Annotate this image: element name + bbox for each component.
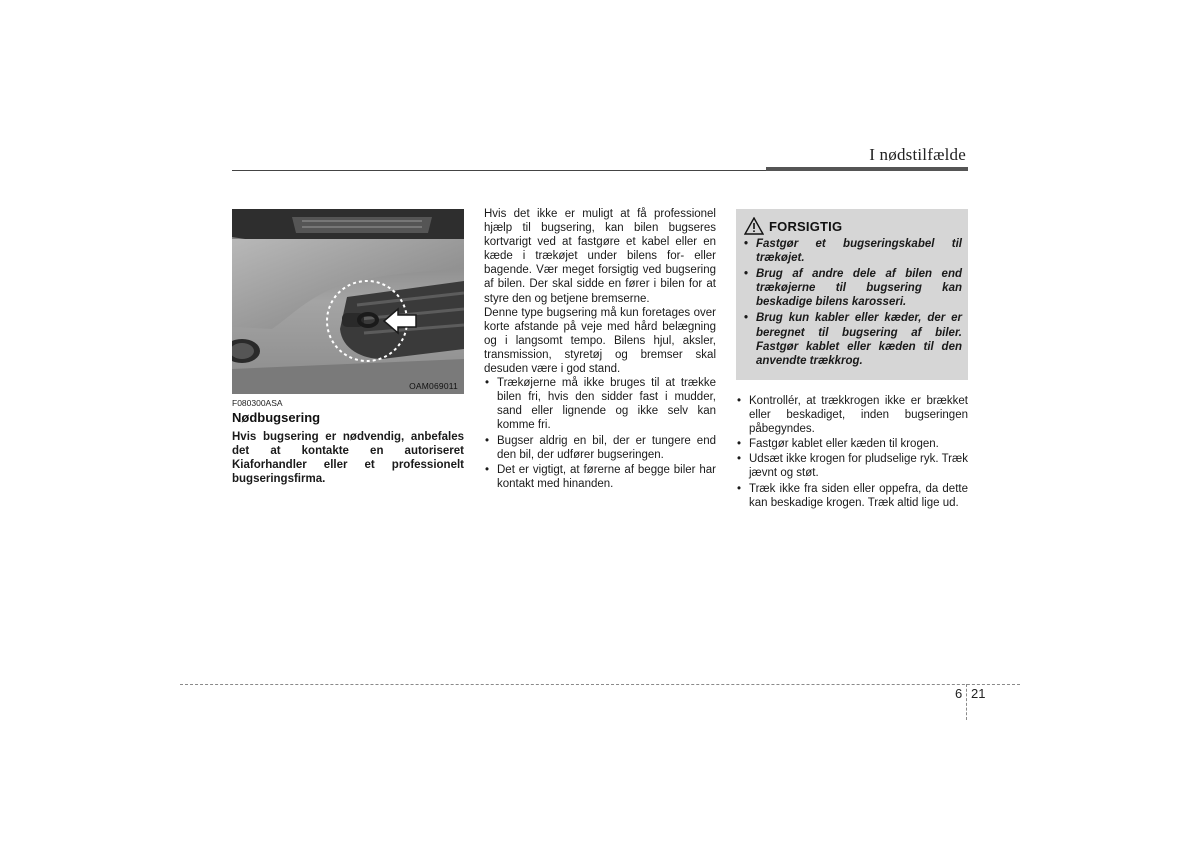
intro-paragraph: Hvis bugsering er nødvendig, anbefales det at kontakte en autoriseret Kiaforhandler eller et professionelt bugseringsfirma.: [232, 431, 464, 486]
list-item: • Trækøjerne må ikke bruges til at trække bilen fri, hvis den sidder fast i mudder, sand eller lignende og ikke selv kan komme fri.: [484, 376, 716, 432]
footer-divider: [966, 684, 967, 720]
paragraph: Hvis det ikke er muligt at få professionel hjælp til bugsering, kan bilen bugseres kortvarigt ved at fastgøre et kabel eller en kæde i trækøjet under bilens for- eller bagende. Vær meget forsigtig ved bugsering af bilen. Der skal sidde en fører i bilen for at styre den og betjene bremserne.: [484, 208, 716, 305]
caution-header: [744, 217, 842, 235]
page-number: 21: [971, 686, 986, 701]
footer-rule: [180, 684, 1020, 685]
header-rule-accent: [766, 167, 968, 171]
list-item: • Bugser aldrig en bil, der er tungere end den bil, der udfører bugseringen.: [484, 434, 716, 462]
bumper-illustration: [232, 209, 464, 394]
bullet-list: [736, 394, 968, 510]
caution-item: • Brug kun kabler eller kæder, der er beregnet til bugsering af biler. Fastgør kablet eller kæden til den anvendte trækkrog.: [742, 311, 962, 367]
warning-triangle-icon: [744, 217, 764, 235]
bullet-list: [484, 376, 716, 491]
column-3: [736, 394, 968, 511]
paragraph: Denne type bugsering må kun foretages over korte afstande på veje med hård belægning og i langsomt tempo. Bilens hjul, aksler, transmission, styretøj og bremser skal desuden være i god stand.: [484, 306, 716, 376]
caution-list: [742, 237, 962, 370]
reference-code: F080300ASA: [232, 398, 283, 408]
list-item: • Fastgør kablet eller kæden til krogen.: [736, 437, 968, 451]
list-item: • Det er vigtigt, at førerne af begge biler har kontakt med hinanden.: [484, 463, 716, 491]
figure-code: OAM069011: [409, 381, 458, 391]
caution-item: • Brug af andre dele af bilen end trækøjerne til bugsering kan beskadige bilens karosseri.: [742, 267, 962, 309]
list-item: • Udsæt ikke krogen for pludselige ryk. Træk jævnt og støt.: [736, 452, 968, 480]
caution-title: FORSIGTIG: [769, 218, 843, 234]
column-2: [484, 207, 716, 492]
caution-box: [736, 209, 968, 380]
chapter-number: 6: [955, 686, 963, 701]
section-title: I nødstilfælde: [869, 145, 966, 164]
caution-item: • Fastgør et bugseringskabel til trækøjet.: [742, 237, 962, 265]
tow-hook-photo: [232, 209, 464, 394]
section-heading: Nødbugsering: [232, 410, 321, 425]
list-item: • Træk ikke fra siden eller oppefra, da dette kan beskadige krogen. Træk altid lige ud.: [736, 482, 968, 510]
list-item: • Kontrollér, at trækkrogen ikke er brækket eller beskadiget, inden bugseringen påbegyndes.: [736, 394, 968, 436]
